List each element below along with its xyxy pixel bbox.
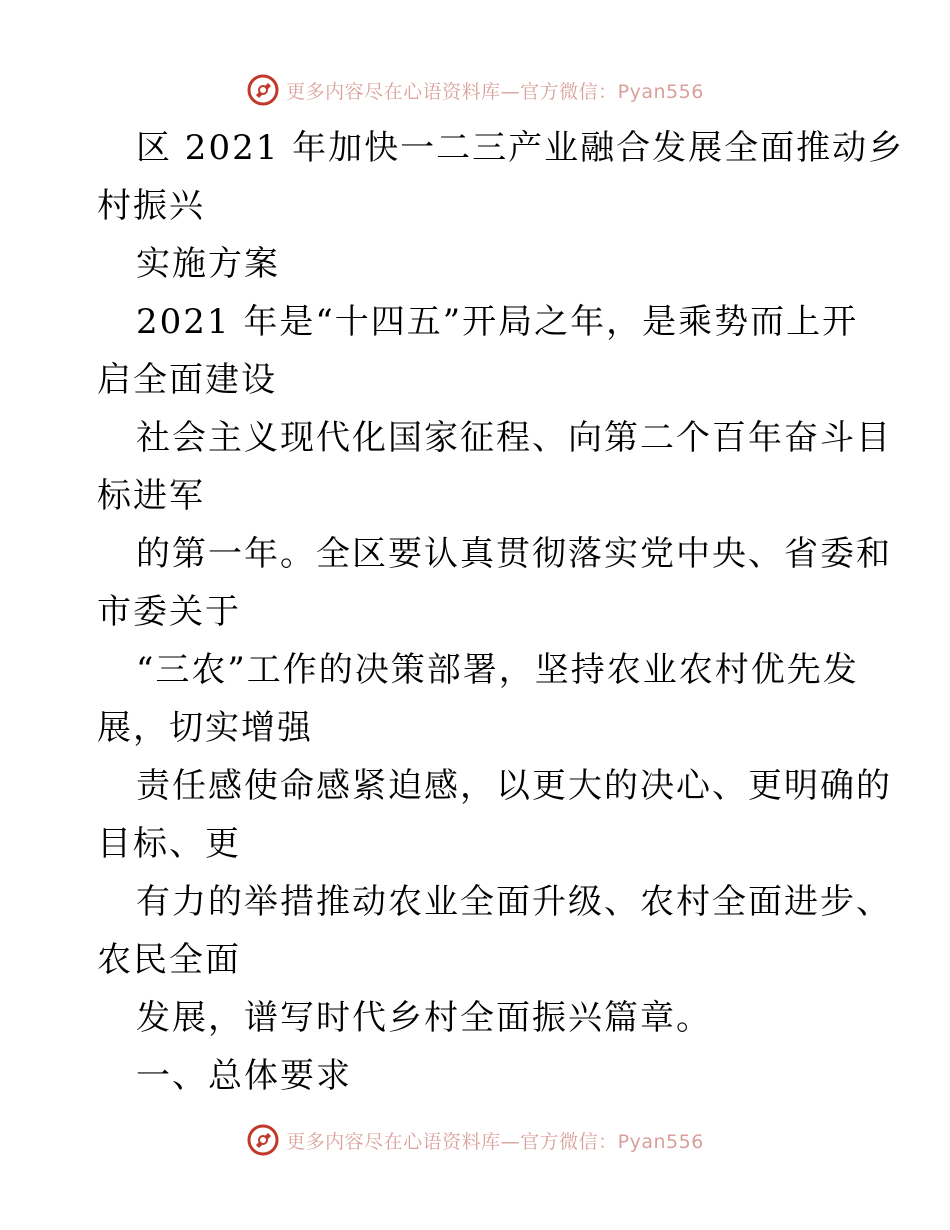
watermark-text: 更多内容尽在心语资料库—官方微信：Pyan556 [286, 1130, 704, 1153]
section-heading: 一、总体要求 [136, 1056, 352, 1096]
paragraph-line: 启全面建设 [97, 360, 277, 400]
paragraph-line: 责任感使命感紧迫感，以更大的决心、更明确的 [136, 766, 892, 806]
paragraph-line: 有力的举措推动农业全面升级、农村全面进步、 [136, 882, 892, 922]
watermark-group [246, 73, 704, 107]
watermark-group [246, 1123, 704, 1157]
paragraph-line: 目标、更 [97, 824, 241, 864]
paragraph-line: “三农”工作的决策部署，坚持农业农村优先发 [136, 650, 859, 690]
paragraph-line: 社会主义现代化国家征程、向第二个百年奋斗目 [136, 418, 892, 458]
paragraph-line: 农民全面 [97, 940, 241, 980]
footer-watermark [0, 1120, 950, 1160]
document-title: 实施方案 [136, 244, 280, 284]
watermark-text: 更多内容尽在心语资料库—官方微信：Pyan556 [286, 80, 704, 103]
paragraph-line: 标进军 [97, 476, 205, 516]
paragraph-line: 2021 年是“十四五”开局之年，是乘势而上开 [136, 302, 859, 342]
paragraph-line: 展，切实增强 [97, 708, 313, 748]
paragraph-line: 市委关于 [97, 592, 241, 632]
paragraph-line: 区 2021 年加快一二三产业融合发展全面推动乡 [136, 128, 905, 168]
paragraph-line: 发展，谱写时代乡村全面振兴篇章。 [136, 998, 712, 1038]
red-circular-seal-icon [246, 73, 280, 107]
paragraph-line: 村振兴 [97, 186, 205, 226]
header-watermark [0, 70, 950, 110]
red-circular-seal-icon [246, 1123, 280, 1157]
paragraph-line: 的第一年。全区要认真贯彻落实党中央、省委和 [136, 534, 892, 574]
